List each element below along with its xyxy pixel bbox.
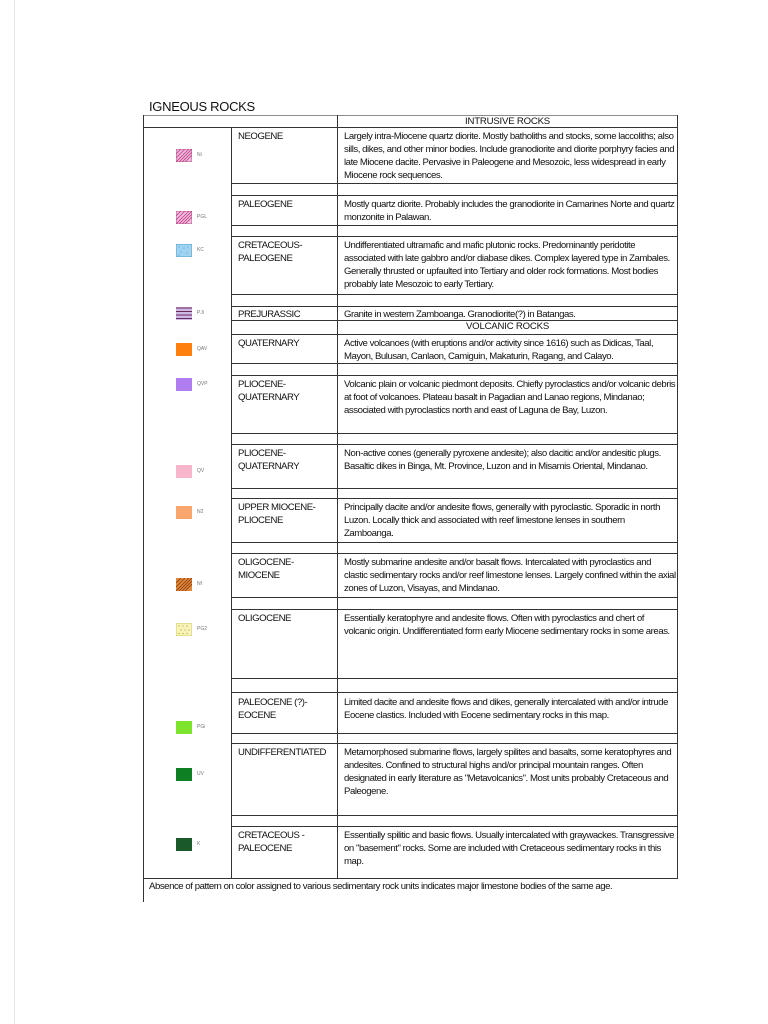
row-age: CRETACEOUS - PALEOCENE — [238, 830, 305, 854]
row-age: PALEOGENE — [238, 199, 293, 210]
legend-swatch-cretaceous-paleocene — [176, 838, 192, 851]
legend-code: N2 — [197, 509, 204, 515]
legend-code: PG2 — [197, 626, 208, 632]
page-edge — [14, 0, 15, 1024]
row-description: Mostly submarine andesite and/or basalt flows. Intercalated with pyroclastics and clastic sedimentary rocks and/or reef limestone lenses. Largely confined within the axial zones of Luzon, Visayas, and Mindanao. — [344, 557, 676, 594]
footnote: Absence of pattern on color assigned to various sedimentary rock units indicates major limestone bodies of the same age. — [149, 881, 613, 892]
legend-swatch-oligocene-miocene — [176, 578, 192, 591]
row-description: Granite in western Zamboanga. Granodiorite(?) in Batangas. — [344, 309, 576, 320]
row-age: PLIOCENE- QUATERNARY — [238, 379, 300, 403]
row-description: Essentially keratophyre and andesite flows. Often with pyroclastics and chert of volcanic origin. Undifferentiated form early Miocene sedimentary rocks in some areas. — [344, 613, 670, 637]
legend-swatch-upper-miocene-pliocene — [176, 506, 192, 519]
legend-code: PGL — [197, 214, 208, 220]
legend-code: PGi — [197, 724, 206, 730]
section-header-intrusive: INTRUSIVE ROCKS — [465, 116, 550, 127]
legend-swatch-cretaceous-paleogene — [176, 244, 192, 257]
row-age: PALEOCENE (?)- EOCENE — [238, 697, 308, 721]
row-description: Mostly quartz diorite. Probably includes the granodiorite in Camarines Norte and quartz monzonite in Palawan. — [344, 199, 675, 223]
row-description: Essentially spilitic and basic flows. Usually intercalated with graywackes. Transgressive on "basement" rocks. Some are included with Cretaceous sedimentary rocks in this map. — [344, 830, 674, 867]
row-description: Largely intra-Miocene quartz diorite. Mostly batholiths and stocks, some laccoliths; also sills, dikes, and other minor bodies. Include granodiorite and diorite porphyry facies and late Miocene dacite. Pervasive in Paleogene and Mesozoic, less widespread in early Miocene rock sequences. — [344, 131, 675, 181]
row-description: Limited dacite and andesite flows and dikes, generally intercalated with and/or intrude Eocene clastics. Included with Eocene sedimentary rocks in this map. — [344, 697, 669, 721]
row-age: OLIGOCENE- MIOCENE — [238, 557, 294, 581]
row-age: NEOGENE — [238, 131, 283, 142]
row-age: UNDIFFERENTIATED — [238, 747, 327, 758]
legend-code: PJi — [197, 310, 204, 316]
legend-code: UV — [197, 771, 204, 777]
legend-swatch-pliocene-quaternary-cones — [176, 465, 192, 478]
legend-code: QVP — [197, 381, 208, 387]
legend-code: QAV — [197, 346, 208, 352]
row-age: UPPER MIOCENE- PLIOCENE — [238, 502, 316, 526]
section-header-volcanic: VOLCANIC ROCKS — [465, 321, 550, 332]
row-description: Active volcanoes (with eruptions and/or activity since 1616) such as Didicas, Taal, Mayon, Bulusan, Canlaon, Camiguin, Makaturin, Ragang, and Calayo. — [344, 338, 654, 362]
legend-swatch-paleocene-eocene — [176, 721, 192, 734]
legend-swatch-quaternary — [176, 343, 192, 356]
legend-swatch-undifferentiated — [176, 768, 192, 781]
legend-swatch-paleogene — [176, 211, 192, 224]
row-age: CRETACEOUS- PALEOGENE — [238, 240, 303, 264]
legend-swatch-prejurassic — [176, 307, 192, 320]
legend-code: Nf — [197, 581, 202, 587]
page-title: IGNEOUS ROCKS — [149, 99, 255, 114]
row-age: QUATERNARY — [238, 338, 300, 349]
row-description: Undifferentiated ultramafic and mafic plutonic rocks. Predominantly peridotite associated with late gabbro and/or diabase dikes. Complex layered type in Zambales. Generally thrusted or upfaulted into Tertiary and older rock formations. Most bodies probably late Mesozoic to early Tertiary. — [344, 240, 670, 290]
legend-swatch-neogene — [176, 149, 192, 162]
legend-code: KC — [197, 247, 204, 253]
row-age: PLIOCENE- QUATERNARY — [238, 448, 300, 472]
legend-code: QV — [197, 468, 205, 474]
row-age: PREJURASSIC — [238, 309, 301, 320]
row-description: Non-active cones (generally pyroxene andesite); also dacitic and/or andesitic plugs. Basaltic dikes in Binga, Mt. Province, Luzon and in Misamis Oriental, Mindanao. — [344, 448, 661, 472]
row-description: Volcanic plain or volcanic piedmont deposits. Chiefly pyroclastics and/or volcanic debris at foot of volcanoes. Plateau basalt in Pagadian and Lanao regions, Mindanao; associated with pyroclastics north and east of Laguna de Bay, Luzon. — [344, 379, 676, 416]
row-age: OLIGOCENE — [238, 613, 291, 624]
row-description: Principally dacite and/or andesite flows, generally with pyroclastic. Sporadic in north Luzon. Locally thick and associated with reef limestone lenses in southern Zamboanga. — [344, 502, 660, 539]
legend-swatch-oligocene — [176, 623, 192, 636]
legend-code: Ni — [197, 152, 202, 158]
row-description: Metamorphosed submarine flows, largely spilites and basalts, some keratophyres and andesites. Confined to structural highs and/or principal mountain ranges. Often designated in early literature as "Metavolcanics". Most units probably Cretaceous and Paleogene. — [344, 747, 672, 797]
legend-swatch-pliocene-quaternary-plain — [176, 378, 192, 391]
legend-code: K — [197, 841, 201, 847]
